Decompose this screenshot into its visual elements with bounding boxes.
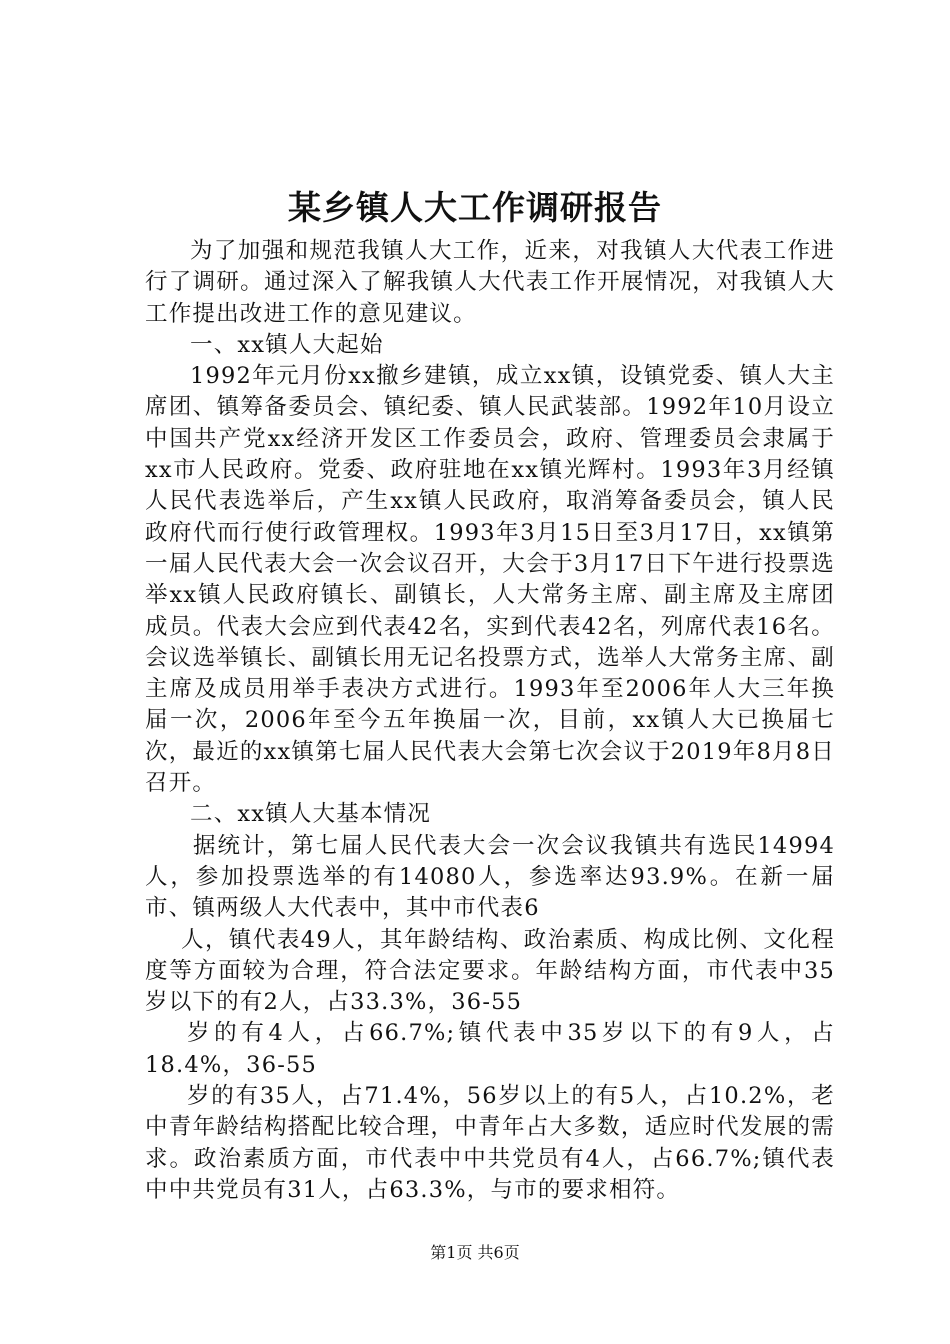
age-paragraph: 岁的有4人，占66.7%;镇代表中35岁以下的有9人，占18.4%，36-55 [145,1020,835,1078]
document-body [145,236,835,1206]
section-heading-basic-info: 二、xx镇人大基本情况 [190,801,432,828]
intro-paragraph: 为了加强和规范我镇人大工作，近来，对我镇人大代表工作进行了调研。通过深入了解我镇人大代表工作开展情况，对我镇人大工作提出改进工作的意见建议。 [145,238,835,327]
section-heading-origin: 一、xx镇人大起始 [190,331,384,358]
document-title: 某乡镇人大工作调研报告 [288,188,662,227]
history-paragraph: 1992年元月份xx撤乡建镇，成立xx镇，设镇党委、镇人大主席团、镇筹备委员会、镇纪委、镇人民武装部。1992年10月设立中国共产党xx经济开发区工作委员会，政府、管理委员会隶属于xx市人民政府。党委、政府驻地在xx镇光辉村。1993年3月经镇人民代表选举后，产生xx镇人民政府，取消筹备委员会，镇人民政府代而行使行政管理权。1993年3月15日至3月17日，xx镇第一届人民代表大会一次会议召开，大会于3月17日下午进行投票选举xx镇人民政府镇长、副镇长，人大常务主席、副主席及主席团成员。代表大会应到代表42名，实到代表42名，列席代表16名。会议选举镇长、副镇长用无记名投票方式，选举人大常务主席、副主席及成员用举手表决方式进行。1993年至2006年人大三年换届一次，2006年至今五年换届一次，目前，xx镇人大已换届七次，最近的xx镇第七届人民代表大会第七次会议于2019年8月8日召开。 [145,363,835,797]
delegates-paragraph: 人，镇代表49人，其年龄结构、政治素质、构成比例、文化程度等方面较为合理，符合法定要求。年龄结构方面，市代表中35岁以下的有2人，占33.3%，36-55 [145,926,835,1016]
age-continued-paragraph: 岁的有35人，占71.4%，56岁以上的有5人，占10.2%，老中青年龄结构搭配比较合理，中青年占大多数，适应时代发展的需求。政治素质方面，市代表中中共党员有4人，占66.7%;镇代表中中共党员有31人，占63.3%，与市的要求相符。 [145,1083,835,1203]
statistics-paragraph: 据统计，第七届人民代表大会一次会议我镇共有选民14994人，参加投票选举的有14080人，参选率达93.9%。在新一届市、镇两级人大代表中，其中市代表6 [145,832,835,922]
page-number-footer: 第1页 共6页 [430,1243,520,1262]
